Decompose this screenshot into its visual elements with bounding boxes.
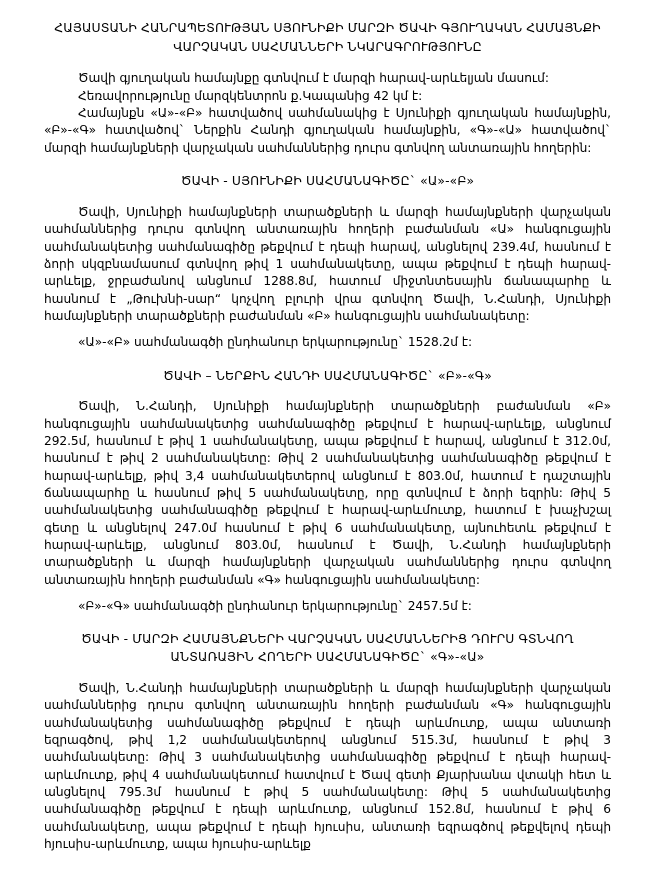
section-ab-length: «Ա»-«Բ» սահմանագծի ընդհանուր երկարությունը` 1528.2մ է: — [78, 335, 472, 350]
spacer — [44, 325, 611, 334]
section-heading-ga-line-1: ԾԱՎԻ - ՄԱՐԶԻ ՀԱՄԱՅՆՔՆԵՐԻ ՎԱՐՉԱԿԱՆ ՍԱՀՄԱՆՆԵՐԻՑ ԴՈՒՐՍ ԳՏՆՎՈՂ — [81, 632, 574, 647]
intro-block — [44, 70, 611, 157]
section-bg-length: «Բ»-«Գ» սահմանագծի ընդհանուր երկարությունը` 2457.5մ է: — [78, 598, 472, 613]
section-ga-body — [44, 680, 611, 853]
spacer — [44, 589, 611, 598]
section-heading-ga — [44, 631, 611, 667]
section-ab-paragraph-1: Ծավի, Սյունիքի համայնքների տարածքների և մարզի համայնքների վարչական սահմաններից դուրս գտնվող անտառային հողերի բաժանման «Ա» հանգուցային սահմանակետից սահմանագիծը թեքվում է դեպի հարավ, անցնելով 239.4մ, հասնում է ձորի սկզբնամասում գտնվող թիվ 1 սահմանակետը, ապա թեքվում է դեպի հարավ-արևելք, ջրբաժանով անցնում 1288.8մ, հատում միջտնտեսային ճանապարհը և հասնում է „Թուխնի-սար“ կոչվող բլուրի վրա գտնվող Ծավի, Ն.Հանդի, Սյունիքի համայնքների տարածքների բաժանման «Բ» հանգուցային սահմանակետը: — [44, 204, 611, 323]
document-title-line-1: ՀԱՅԱՍՏԱՆԻ ՀԱՆՐԱՊԵՏՈՒԹՅԱՆ ՍՅՈՒՆԻՔԻ ՄԱՐԶԻ ԾԱՎԻ ԳՅՈՒՂԱԿԱՆ ՀԱՄԱՅՆՔԻ — [54, 20, 601, 35]
section-bg-paragraph-1: Ծավի, Ն.Հանդի, Սյունիքի համայնքների տարածքների բաժանման «Բ» հանգուցային սահմանակետից սահմանագիծը թեքվում է հարավ-արևելք, անցնում 292.5մ, հասնում է թիվ 1 սահմանակետը, ապա թեքվում է հարավ, անցնում է 312.0մ, հասնում է թիվ 2 սահմանակետը: Թիվ 2 սահմանակետից սահմանագիծը թեքվում է հարավ-արևելք, թիվ 3,4 սահմանակետերով անցնում է 803.0մ, հատում է դաշտային ճանապարհը և հասնում թիվ 5 սահմանակետը, որը գտնվում է ձորի եզրին: Թիվ 5 սահմանակետից սահմանագիծը թեքվում է հարավ-արևմուտք, հատում է խաչխշալ գետը և անցնելով 247.0մ հասնում է թիվ 6 սահմանակետը, այնուհետև թեքվում է հարավ-արևելք, անցնում 803.0մ, հասնում է Ծավի, Ն.Հանդի համայնքների տարածքների և մարզի համայնքների վարչական սահմաններից դուրս գտնվող անտառային հողերի բաժանման «Գ» հանգուցային սահմանակետը: — [44, 399, 611, 587]
section-heading-ab-line-1: ԾԱՎԻ - ՍՅՈՒՆԻՔԻ ՍԱՀՄԱՆԱԳԻԾԸ` «Ա»-«Բ» — [180, 174, 475, 189]
section-ga-paragraph-1: Ծավի, Ն.Հանդի համայնքների տարածքների և մարզի համայնքների վարչական սահմաններից դուրս գտնվող անտառային հողերի բաժանման «Գ» հանգուցային սահմանակետից սահմանագիծը թեքվում է դեպի արևմուտք, ապա անտառի եզրագծով, թիվ 1,2 սահմանակետերով անցնում 515.3մ, հասնում է թիվ 3 սահմանակետը: Թիվ 3 սահմանակետից սահմանագիծը թեքվում է դեպի հարավ-արևմուտք, թիվ 4 սահմանակետում հատվում է Ծավ գետի Քյարխանա վտակի հետ և անցնելով 795.3մ հասնում է թիվ 5 սահմանակետը: Թիվ 5 սահմանակետից սահմանագիծը թեքվում է դեպի արևմուտք, անցնում 152.8մ, հասնում է թիվ 6 սահմանակետը, ապա թեքվում է դեպի հյուսիս, անտառի եզրագծով թեքվելով դեպի հյուսիս-արևմուտք, ապա հյուսիս-արևելք — [44, 680, 611, 851]
section-bg-body — [44, 398, 611, 615]
document-title — [44, 18, 611, 56]
section-ab-body — [44, 204, 611, 352]
section-heading-bg-line-1: ԾԱՎԻ – ՆԵՐՔԻՆ ՀԱՆԴԻ ՍԱՀՄԱՆԱԳԻԾԸ` «Բ»-«Գ» — [163, 368, 492, 383]
document-title-line-2: ՎԱՐՉԱԿԱՆ ՍԱՀՄԱՆՆԵՐԻ ՆԿԱՐԱԳՐՈՒԹՅՈՒՆԸ — [173, 39, 482, 55]
section-heading-ab — [44, 173, 611, 191]
intro-paragraph-3: Համայնքն «Ա»-«Բ» հատվածով սահմանակից է Սյունիքի գյուղական համայնքին, «Բ»-«Գ» հատվածով` Ներքին Հանդի գյուղական համայնքին, «Գ»-«Ա» հատվածով` մարզի համայնքների վարչական սահմաններից դուրս գտնվող անտառային հողերին: — [44, 106, 611, 155]
section-heading-ga-line-2: ԱՆՏԱՌԱՅԻՆ ՀՈՂԵՐԻ ՍԱՀՄԱՆԱԳԻԾԸ` «Գ»-«Ա» — [170, 650, 485, 665]
intro-paragraph-1: Ծավի գյուղական համայնքը գտնվում է մարզի հարավ-արևելյան մասում: — [78, 71, 549, 86]
intro-paragraph-2: Հեռավորությունը մարզկենտրոն ք.Կապանից 42 կմ է: — [78, 88, 423, 103]
section-heading-bg — [44, 368, 611, 386]
